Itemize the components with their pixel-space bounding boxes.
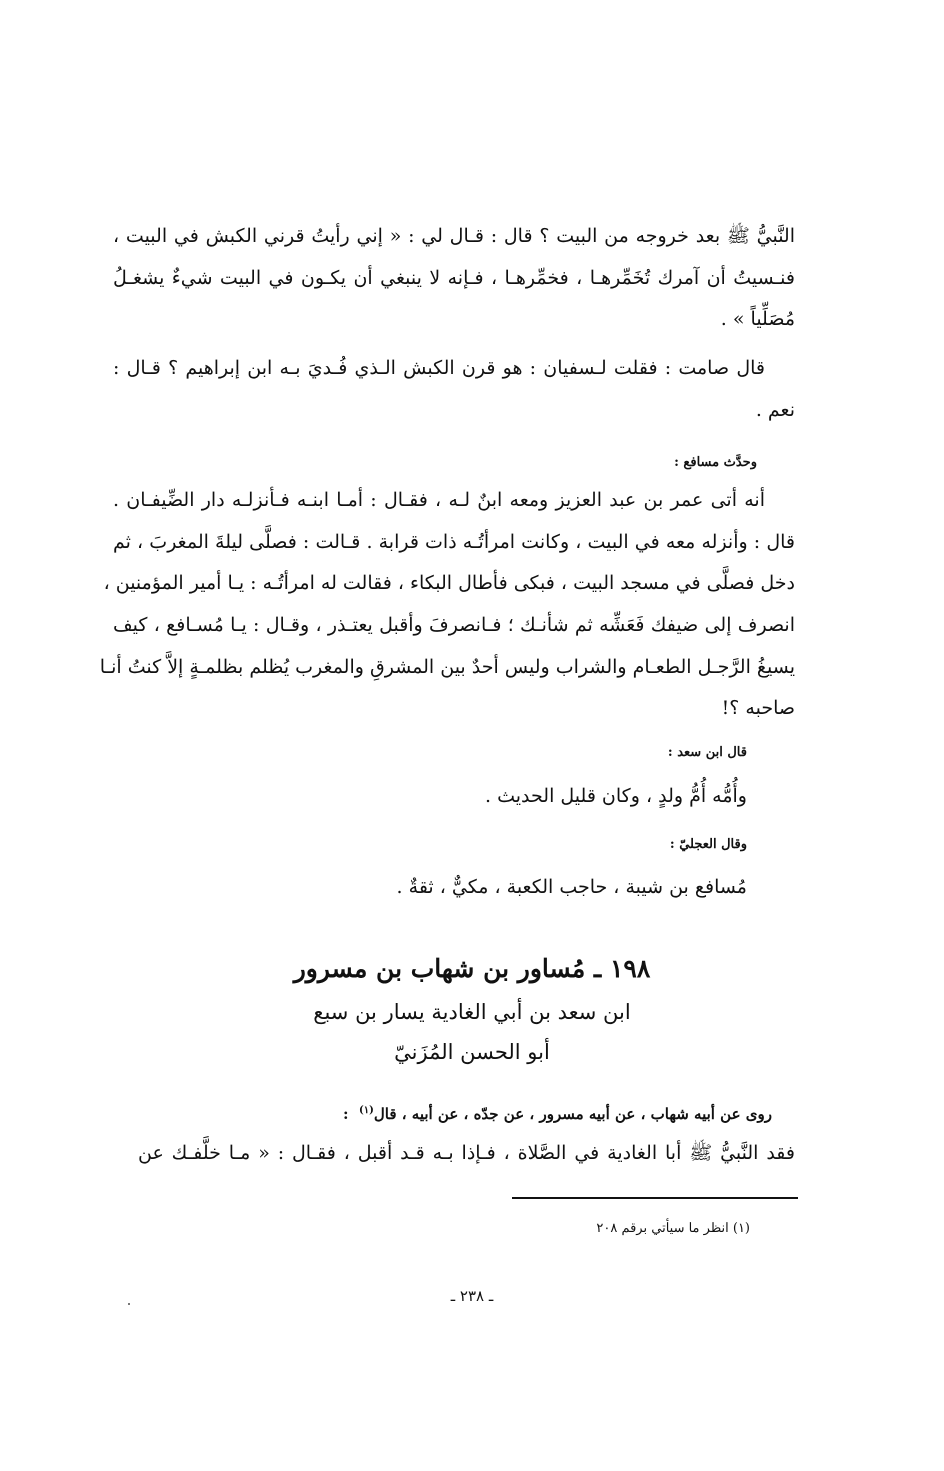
ibn-saad-text: وأُمُّه أُمُّ ولدٍ ، وكان قليل الحديث .	[485, 785, 747, 807]
ijli-text: مُسافع بن شيبة ، حاجب الكعبة ، مكيٌّ ، ثقةٌ .	[396, 876, 747, 898]
paragraph1-line1: النَّبيُّ ﷺ بعد خروجه من البيت ؟ قال : قـال لي : « إني رأيتُ قرني الكبش في البيت ،	[113, 225, 795, 247]
section-heading-musafi: وحدَّث مسافع :	[674, 455, 757, 470]
paragraph3-line1: أنه أتى عمر بن عبد العزيز ومعه ابنٌ لـه ، فقـال : أمـا ابنـه فـأنزلـه دار الضِّيفـان .	[113, 489, 765, 511]
paragraph1-line3: مُصَلِّياً » .	[720, 308, 795, 330]
narration-intro: روى عن أبيه شهاب ، عن أبيه مسرور ، عن جدّه ، عن أبيه ، قال	[373, 1105, 772, 1123]
paragraph3-line3: دخل فصلَّى في مسجد البيت ، فبكى فأطال البكاء ، فقالت له امرأتُـه : يـا أمير المؤمنين ،	[103, 572, 795, 594]
scan-speck	[128, 1303, 130, 1305]
paragraph3-line4: انصرف إلى ضيفك فَعَشِّه ثم شأنـك ؛ فـانصرفَ وأقبل يعتـذر ، وقـال : يـا مُسـافع ، كيف	[113, 614, 795, 636]
footnote-reference: (١)	[359, 1105, 374, 1116]
entry-title: ١٩٨ ـ مُساور بن شهاب بن مسرور	[293, 954, 651, 983]
narration-intro-line	[343, 1100, 772, 1125]
footnote: (١) انظر ما سيأتي برقم ٢٠٨	[596, 1221, 750, 1236]
footnote-rule	[512, 1197, 798, 1199]
paragraph3-line2: قال : وأنزله معه في البيت ، وكانت امرأتُـه ذات قرابة . قـالت : فصلَّى ليلةَ المغربَ ، ثم	[113, 531, 795, 553]
page-number: ـ ٢٣٨ ـ	[450, 1287, 494, 1305]
paragraph1-line2: فنـسيتُ أن آمرك تُخَمِّرهـا ، فخمِّرهـا ، فـإنه لا ينبغي أن يكـون في البيت شيءٌ يشغـلُ	[113, 267, 795, 289]
entry-kunya: أبو الحسن المُزَنيّ	[394, 1040, 550, 1064]
paragraph2-line1: قال صامت : فقلت لـسفيان : هو قرن الكبش الـذي فُـديَ بـه ابن إبراهيم ؟ قـال :	[113, 357, 765, 379]
paragraph3-line5: يسيغُ الرَّجـل الطعـام والشراب وليس أحدٌ بين المشرقِ والمغرب يُظلم بظلمـةٍ إلاَّ كنتُ أنـا	[99, 656, 795, 678]
paragraph3-line6: صاحبه ؟!	[721, 697, 795, 719]
entry-lineage: ابن سعد بن أبي الغادية يسار بن سبع	[313, 1000, 631, 1024]
narration-colon: :	[343, 1105, 349, 1123]
section-heading-ibn-saad: قال ابن سعد :	[667, 745, 747, 760]
section-heading-ijli: وقال العجليّ :	[669, 837, 747, 852]
paragraph2-line2: نعم .	[755, 399, 795, 421]
narration-text: فقد النَّبيُّ ﷺ أبا الغادية في الصَّلاة ، فـإذا بـه قـد أقبل ، فقـال : « مـا خلَّفـك عن	[138, 1142, 795, 1164]
